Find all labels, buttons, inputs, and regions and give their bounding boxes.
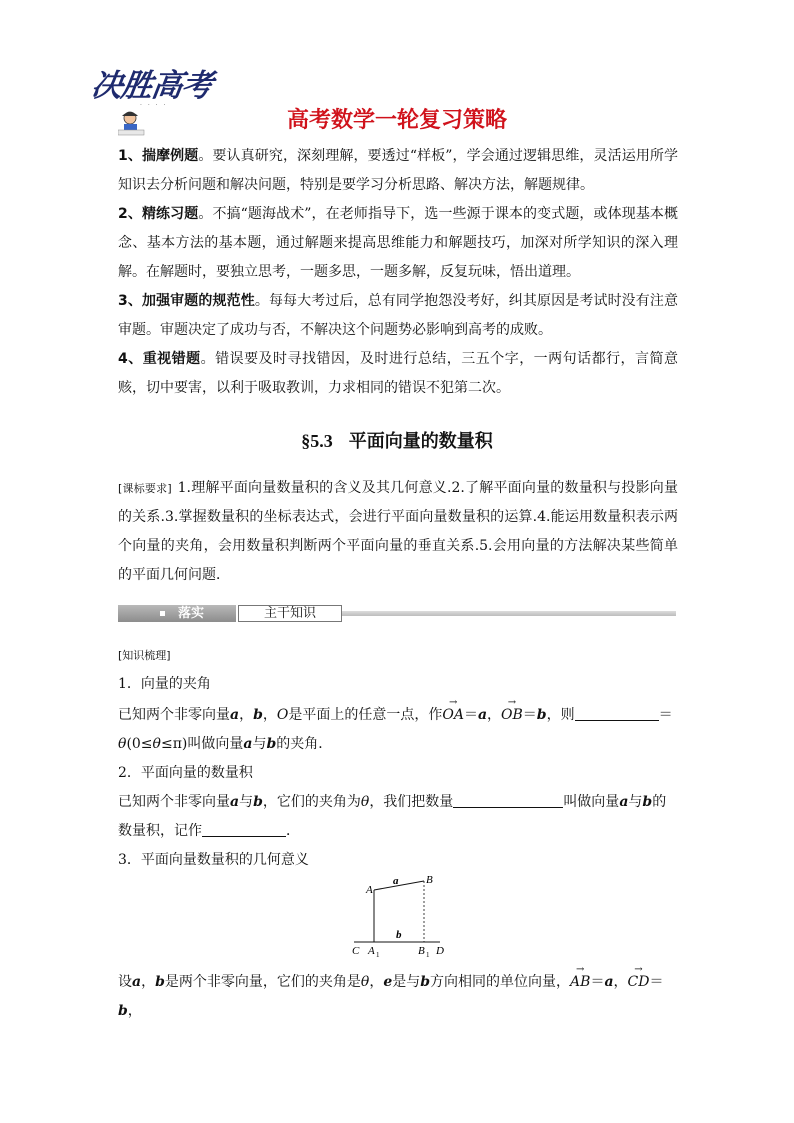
tip-head: 加强审题的规范性 [141,293,255,309]
requirement-tag: [课标要求] [118,482,172,495]
course-requirements [118,474,678,590]
logo-subtext: · · · · [140,102,168,109]
label-B: B [426,874,433,886]
tip-head: 精练习题 [141,206,199,222]
section-name: 平面向量的数量积 [348,431,493,452]
requirement-text: 1.理解平面向量数量积的含义及其几何意义.2.了解平面向量的数量积与投影向量的关系.3.掌握数量积的坐标表达式，会进行平面向量数量积的运算.4.能运用数量积表示两个向量的夹角，会用数量积判断两个平面向量的垂直关系.5.会用向量的方法解决某些简单的平面几何问题． [118,480,678,583]
label-b: b [396,929,402,941]
figure-segment-AB [374,881,424,890]
label-B1: B [418,945,425,957]
section-banner [118,603,676,623]
label-C: C [352,945,360,957]
knowledge-tag: [知识梳理] [118,649,171,662]
geometric-meaning-text: 设a，b是两个非零向量，它们的夹角是θ，e是与b方向相同的单位向量，→ AB＝a，→ CD＝b， [118,968,678,1026]
page-title: 高考数学一轮复习策略 [286,108,507,133]
tip-4: 4、重视错题。错误要及时寻找错因，及时进行总结，三五个字，一两句话都行，言简意赅，切中要害，以利于吸取教训，力求相同的错误不犯第二次。 [118,351,678,396]
heading-dot-product: 2．平面向量的数量积 [118,765,253,781]
tip-3: 3、加强审题的规范性。每每大考过后，总有同学抱怨没考好，纠其原因是考试时没有注意审题。审题决定了成功与否，不解决这个问题势必影响到高考的成败。 [118,293,679,338]
vector-AB: → AB [570,968,590,997]
banner-line [342,611,676,616]
section-title [0,427,794,453]
label-A: A [366,884,373,896]
label-B1-sub: 1 [426,951,430,959]
section-number: §5.3 [301,431,333,451]
label-D: D [436,945,444,957]
label-A1: A [368,945,375,957]
answer-blank[interactable] [453,791,563,808]
answer-blank[interactable] [202,820,286,837]
tip-head: 重视错题 [142,351,201,367]
tip-1: 1、揣摩例题。要认真研究，深刻理解，要透过“样板”，学会通过逻辑思维，灵活运用所学知识去分析问题和解决问题，特别是要学习分析思路、解决方法，解题规律。 [118,148,679,193]
tip-2: 2、精练习题。不搞“题海战术”，在老师指导下，选一些源于课本的变式题，或体现基本概念、基本方法的基本题，通过解题来提高思维能力和解题技巧，加深对所学知识的深入理解。在解题时，要独立思考，一题多思，一题多解，反复玩味，悟出道理。 [118,206,679,280]
vector-OB: → OB [501,701,523,730]
logo-text: 决胜高考 [88,68,215,104]
vector-CD: → CD [628,968,650,997]
study-tips [118,142,678,403]
label-a: a [393,875,399,887]
answer-blank[interactable] [575,704,659,721]
label-A1-sub: 1 [376,951,380,959]
angle-definition: 已知两个非零向量a，b，O是平面上的任意一点，作→ OA＝a，→ OB＝b，则 ＝ θ(0≤θ≤π)叫做向量a与b的夹角． 2．平面向量的数量积 已知两个非零向量a与b，它们的夹角为θ，我们把数量 叫做向量a与b的 数量积，记作 ． 3．平面向量数量积的几何意义 [118,701,678,875]
banner-light-label: 主干知识 [238,605,342,622]
banner-dark-label: 落实 [118,605,236,622]
projection-figure [340,870,460,960]
heading-angle: 1．向量的夹角 [118,676,211,692]
heading-geometric-meaning: 3．平面向量数量积的几何意义 [118,852,309,868]
vector-OA: → OA [442,701,464,730]
tip-head: 揣摩例题 [141,148,199,164]
knowledge-section [118,641,678,699]
